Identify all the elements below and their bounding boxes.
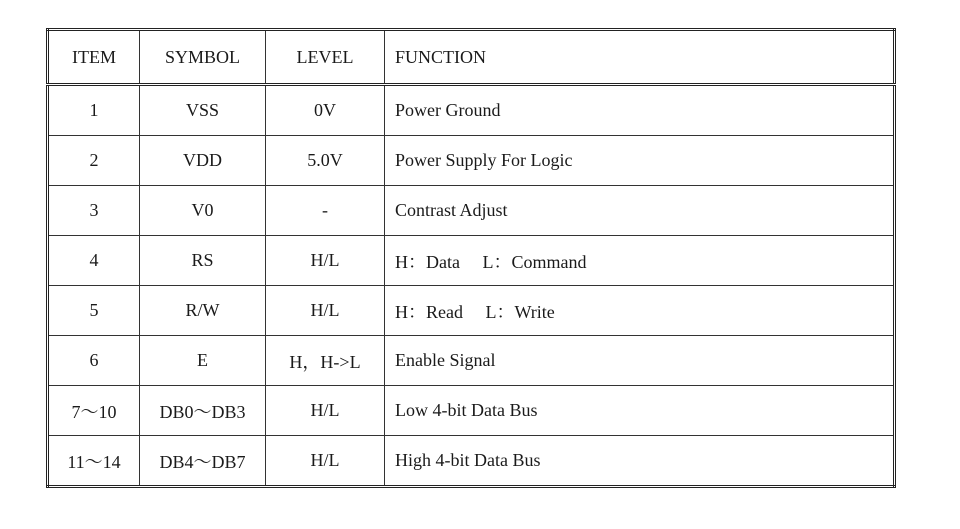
- table-row: [48, 286, 895, 336]
- cell-level: H/L: [266, 286, 385, 336]
- table-row: [48, 136, 895, 186]
- cell-item: 4: [48, 236, 140, 286]
- cell-symbol: V0: [140, 186, 266, 236]
- table-row: [48, 85, 895, 136]
- header-function: FUNCTION: [385, 30, 895, 85]
- table-row: [48, 336, 895, 386]
- cell-level: H/L: [266, 236, 385, 286]
- cell-item: 3: [48, 186, 140, 236]
- cell-level: 0V: [266, 85, 385, 136]
- cell-function: H：Read L：Write: [385, 286, 895, 336]
- table-row: [48, 386, 895, 436]
- pin-definition-table: [46, 28, 896, 488]
- header-item: ITEM: [48, 30, 140, 85]
- cell-symbol: RS: [140, 236, 266, 286]
- cell-symbol: DB4～DB7: [140, 436, 266, 487]
- cell-item: 11～14: [48, 436, 140, 487]
- table-row: [48, 436, 895, 487]
- table-header: [48, 30, 895, 85]
- cell-function: Power Ground: [385, 85, 895, 136]
- cell-function: High 4-bit Data Bus: [385, 436, 895, 487]
- header-level: LEVEL: [266, 30, 385, 85]
- cell-level: H，H->L: [266, 336, 385, 386]
- cell-item: 1: [48, 85, 140, 136]
- cell-level: 5.0V: [266, 136, 385, 186]
- header-row: [48, 30, 895, 85]
- cell-function: Enable Signal: [385, 336, 895, 386]
- table-row: [48, 186, 895, 236]
- cell-item: 7～10: [48, 386, 140, 436]
- cell-item: 2: [48, 136, 140, 186]
- cell-level: H/L: [266, 436, 385, 487]
- cell-level: H/L: [266, 386, 385, 436]
- cell-symbol: DB0～DB3: [140, 386, 266, 436]
- cell-function: Low 4-bit Data Bus: [385, 386, 895, 436]
- table-body: [48, 85, 895, 487]
- cell-level: -: [266, 186, 385, 236]
- cell-function: Power Supply For Logic: [385, 136, 895, 186]
- header-symbol: SYMBOL: [140, 30, 266, 85]
- cell-symbol: VSS: [140, 85, 266, 136]
- cell-symbol: R/W: [140, 286, 266, 336]
- cell-function: Contrast Adjust: [385, 186, 895, 236]
- cell-function: H：Data L：Command: [385, 236, 895, 286]
- cell-symbol: VDD: [140, 136, 266, 186]
- cell-symbol: E: [140, 336, 266, 386]
- cell-item: 6: [48, 336, 140, 386]
- cell-item: 5: [48, 286, 140, 336]
- table-row: [48, 236, 895, 286]
